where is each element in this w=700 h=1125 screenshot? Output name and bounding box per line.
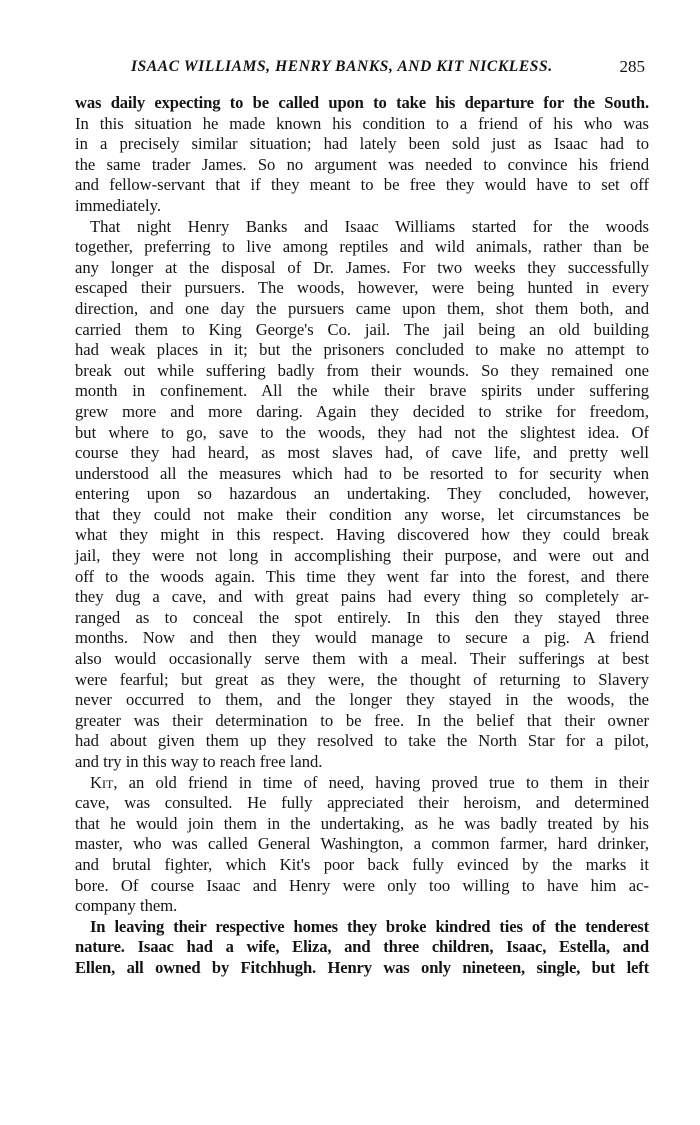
text-line: but where to go, save to the woods, they had not the slightest idea. Of bbox=[75, 422, 649, 442]
text-line-rest: , an old friend in time of need, having proved true to them in their bbox=[113, 772, 649, 792]
text-line: they dug a cave, and with great pains had every thing so completely ar- bbox=[75, 587, 649, 607]
text-line: and fellow-servant that if they meant to be free they would have to set off bbox=[75, 175, 649, 195]
body-text bbox=[75, 93, 649, 979]
text-line: that they could not make their condition any worse, let circumstances be bbox=[75, 504, 649, 524]
text-line: was daily expecting to be called upon to take his departure for the South. bbox=[75, 93, 649, 112]
text-line: In this situation he made known his condition to a friend of his who was bbox=[75, 113, 649, 133]
text-line: carried them to King George's Co. jail. The jail being an old building bbox=[75, 319, 649, 339]
text-line: month in confinement. All the while their brave spirits under suffering bbox=[75, 381, 649, 401]
text-line: understood all the measures which had to be resorted to for security when bbox=[75, 463, 649, 483]
text-line: and try in this way to reach free land. bbox=[75, 752, 323, 771]
text-line: That night Henry Banks and Isaac Williams started for the woods bbox=[90, 216, 649, 236]
text-line: were fearful; but great as they were, the thought of returning to Slavery bbox=[75, 669, 649, 689]
paragraph-leaving-homes bbox=[75, 917, 649, 979]
page-number: 285 bbox=[619, 57, 645, 76]
text-line: grew more and more daring. Again they decided to strike for freedom, bbox=[75, 401, 649, 421]
text-line: jail, they were not long in accomplishing their purpose, and were out and bbox=[75, 546, 649, 566]
text-line: greater was their determination to be free. In the belief that their owner bbox=[75, 710, 649, 730]
text-line: in a precisely similar situation; had lately been sold just as Isaac had to bbox=[75, 134, 649, 154]
text-line: nature. Isaac had a wife, Eliza, and three children, Isaac, Estella, and bbox=[75, 937, 649, 957]
text-line bbox=[75, 773, 649, 794]
text-line: course they had heard, as most slaves had, of cave life, and pretty well bbox=[75, 443, 649, 463]
running-header bbox=[75, 56, 649, 84]
text-line: bore. Of course Isaac and Henry were only too willing to have him ac- bbox=[75, 875, 649, 895]
book-page bbox=[75, 56, 649, 979]
paragraph-continuation bbox=[75, 93, 649, 217]
small-caps-name: Kit bbox=[90, 772, 114, 792]
text-line: also would occasionally serve them with a meal. Their sufferings at best bbox=[75, 649, 649, 669]
text-line: escaped their pursuers. The woods, however, were being hunted in every bbox=[75, 278, 649, 298]
text-line: break out while suffering badly from their wounds. So they remained one bbox=[75, 360, 649, 380]
text-line: any longer at the disposal of Dr. James. For two weeks they successfully bbox=[75, 257, 649, 277]
text-line: master, who was called General Washington, a common farmer, hard drinker, bbox=[75, 834, 649, 854]
text-line: In leaving their respective homes they broke kindred ties of the tenderest bbox=[90, 916, 649, 936]
text-line: that he would join them in the undertaking, as he was badly treated by his bbox=[75, 813, 649, 833]
text-line: ranged as to conceal the spot entirely. In this den they stayed three bbox=[75, 607, 649, 627]
text-line: company them. bbox=[75, 896, 178, 916]
text-line: cave, was consulted. He fully appreciated their heroism, and determined bbox=[75, 793, 649, 813]
text-line: together, preferring to live among reptiles and wild animals, rather than be bbox=[75, 237, 649, 257]
text-line: had weak places in it; but the prisoners concluded to make no attempt to bbox=[75, 340, 649, 360]
paragraph-escape-to-woods bbox=[75, 217, 649, 773]
text-line: the same trader James. So no argument was needed to convince his friend bbox=[75, 154, 649, 174]
running-title: ISAAC WILLIAMS, HENRY BANKS, AND KIT NICKLESS. bbox=[131, 58, 553, 75]
text-line: and brutal fighter, which Kit's poor back fully evinced by the marks it bbox=[75, 854, 649, 874]
text-line: immediately. bbox=[75, 195, 162, 215]
text-line: Ellen, all owned by Fitchhugh. Henry was only nineteen, single, but left bbox=[75, 957, 649, 977]
text-line: had about given them up they resolved to take the North Star for a pilot, bbox=[75, 731, 649, 751]
text-line: off to the woods again. This time they went far into the forest, and there bbox=[75, 566, 649, 586]
text-line: direction, and one day the pursuers came upon them, shot them both, and bbox=[75, 298, 649, 318]
text-line: entering upon so hazardous an undertaking. They concluded, however, bbox=[75, 484, 649, 504]
text-line: what they might in this respect. Having discovered how they could break bbox=[75, 525, 649, 545]
text-line: never occurred to them, and the longer they stayed in the woods, the bbox=[75, 690, 649, 710]
paragraph-kit bbox=[75, 773, 649, 917]
text-line: months. Now and then they would manage to secure a pig. A friend bbox=[75, 628, 649, 648]
